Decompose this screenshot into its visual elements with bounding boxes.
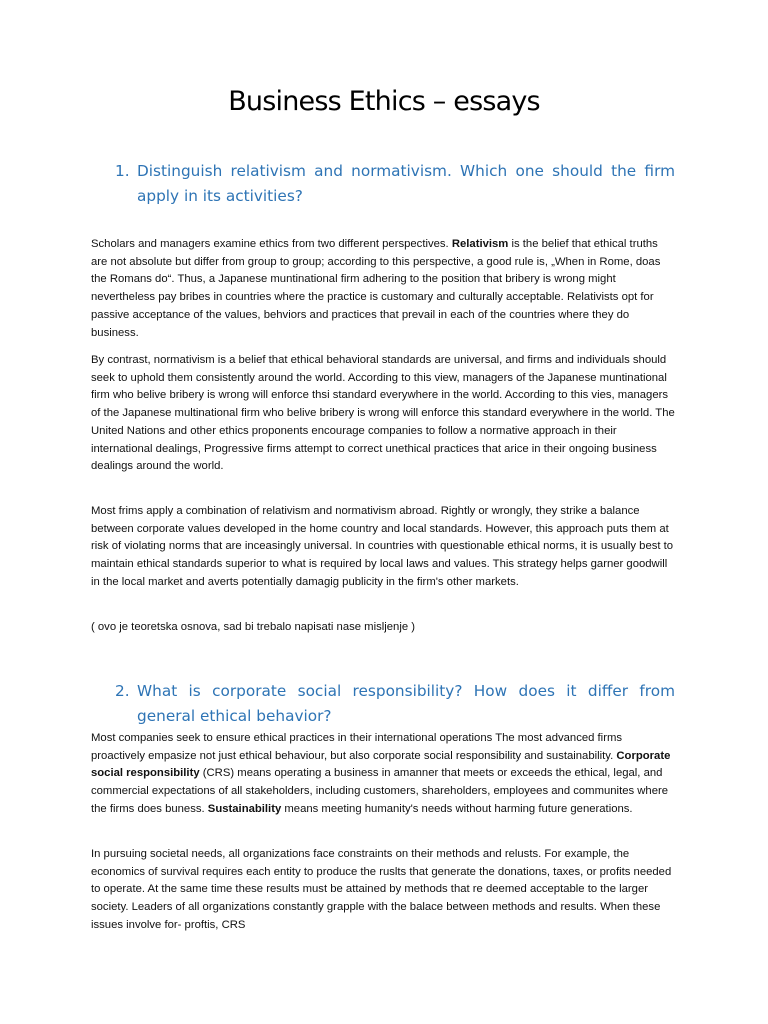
paragraph-relativism [91,236,675,342]
paragraph-relativism-intro: Scholars and managers examine ethics from two different perspectives. [91,238,452,250]
paragraph-csr-end: means meeting humanity's needs without harming future generations. [281,802,633,815]
question-1-text: Distinguish relativism and normativism. Which one should the firm apply in its activities? [137,162,675,205]
paragraph-societal-needs: In pursuing societal needs, all organizations face constraints on their methods and relusts. For example, the economics of survival requires each entity to produce the ruslts that generate the donations, taxes, or profits needed to operate. At the same time these results must be attained by methods that re deemed acceptable to the larger society. Leaders of all organizations constantly grapple with the balace between methods and results. When these issues involve for- proftis, CRS [91,848,672,931]
question-2 [115,679,675,729]
paragraph-csr-body: (CRS) means operating a business in amanner that meets or exceeds the ethical, legal, and commercial expectations of all stakeholders, including customers, shareholders, employees and communites where the firms does buness. [91,767,669,815]
document-title: Business Ethics – essays [228,86,540,117]
note-line: ( ovo je teoretska osnova, sad bi trebalo napisati nase misljenje ) [91,621,416,633]
question-2-number: 2. [115,682,130,700]
paragraph-csr-intro: Most companies seek to ensure ethical practices in their international operations The most advanced firms proactively empasize not just ethical behaviour, but also corporate social responsibility and sustainability. [91,732,623,762]
paragraph-combination: Most frims apply a combination of relativism and normativism abroad. Rightly or wrongly, they strike a balance between corporate values developed in the home country and local standards. However, this approach puts them at risk of violating norms that are inceasingly universal. In countries with questionable ethical norms, it is usually best to maintain ethical standards superior to what is required by local laws and values. This strategy helps garner goodwill in the local market and averts potentially damagig publicity in the firm's other markets. [91,505,674,588]
paragraph-relativism-body: is the belief that ethical truths are not absolute but differ from group to group; according to this perspective, a good rule is, „When in Rome, doas the Romans do“. Thus, a Japanese muntinational firm adhering to the position that bribery is wrong might nevertheless pay bribes in countries where the practice is customary and culturally acceptable. Relativists opt for passive acceptance of the values, behviors and practices that prevail in each of the countries where they do business. [91,238,661,339]
term-csr: Corporate social responsibility [91,749,671,780]
paragraph-csr [91,730,675,819]
question-1-number: 1. [115,162,130,180]
term-relativism: Relativism [451,238,509,250]
term-sustainability: Sustainability [207,802,282,815]
question-1 [115,159,675,209]
question-2-text: What is corporate social responsibility? How does it differ from general ethical behavior? [137,682,675,725]
paragraph-normativism: By contrast, normativism is a belief that ethical behavioral standards are universal, and firms and individuals should seek to uphold them consistently around the world. According to this view, managers of the Japanese muntinational firm who belive bribery is wrong will enforce thsi standard everywhere in the world. According to this vies, managers of the Japanese multinational firm who belive bribery is wrong will enforce this standard everywhere in the world. The United Nations and other ethics proponents encourage companies to follow a normative approach in their international dealings, Progressive firms attempt to correct unethical practices that arice in their ongoing business dealings around the world. [91,354,675,473]
